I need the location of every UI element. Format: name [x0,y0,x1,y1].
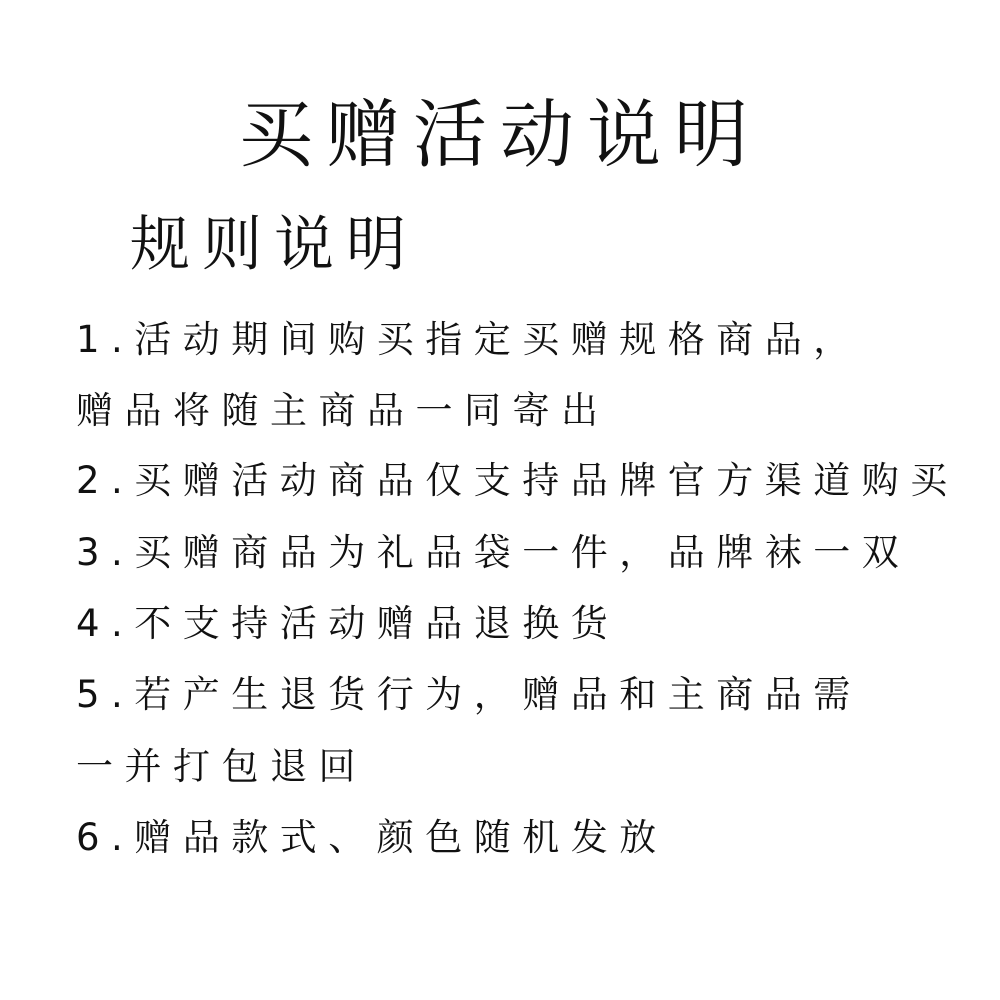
rule-line-1-continued: 赠品将随主商品一同寄出 [76,389,610,432]
page-title: 买赠活动说明 [239,92,761,178]
rule-line-5-continued: 一并打包退回 [76,745,367,788]
rule-line-2: 2.买赠活动商品仅支持品牌官方渠道购买 [76,459,959,502]
rule-line-1: 1.活动期间购买指定买赠规格商品， [76,318,862,361]
section-heading: 规则说明 [130,210,418,280]
rule-line-6: 6.赠品款式、颜色随机发放 [76,816,668,859]
rule-line-3: 3.买赠商品为礼品袋一件，品牌袜一双 [76,531,911,574]
rule-line-5: 5.若产生退货行为，赠品和主商品需 [76,673,862,716]
rule-line-4: 4.不支持活动赠品退换货 [76,602,620,645]
